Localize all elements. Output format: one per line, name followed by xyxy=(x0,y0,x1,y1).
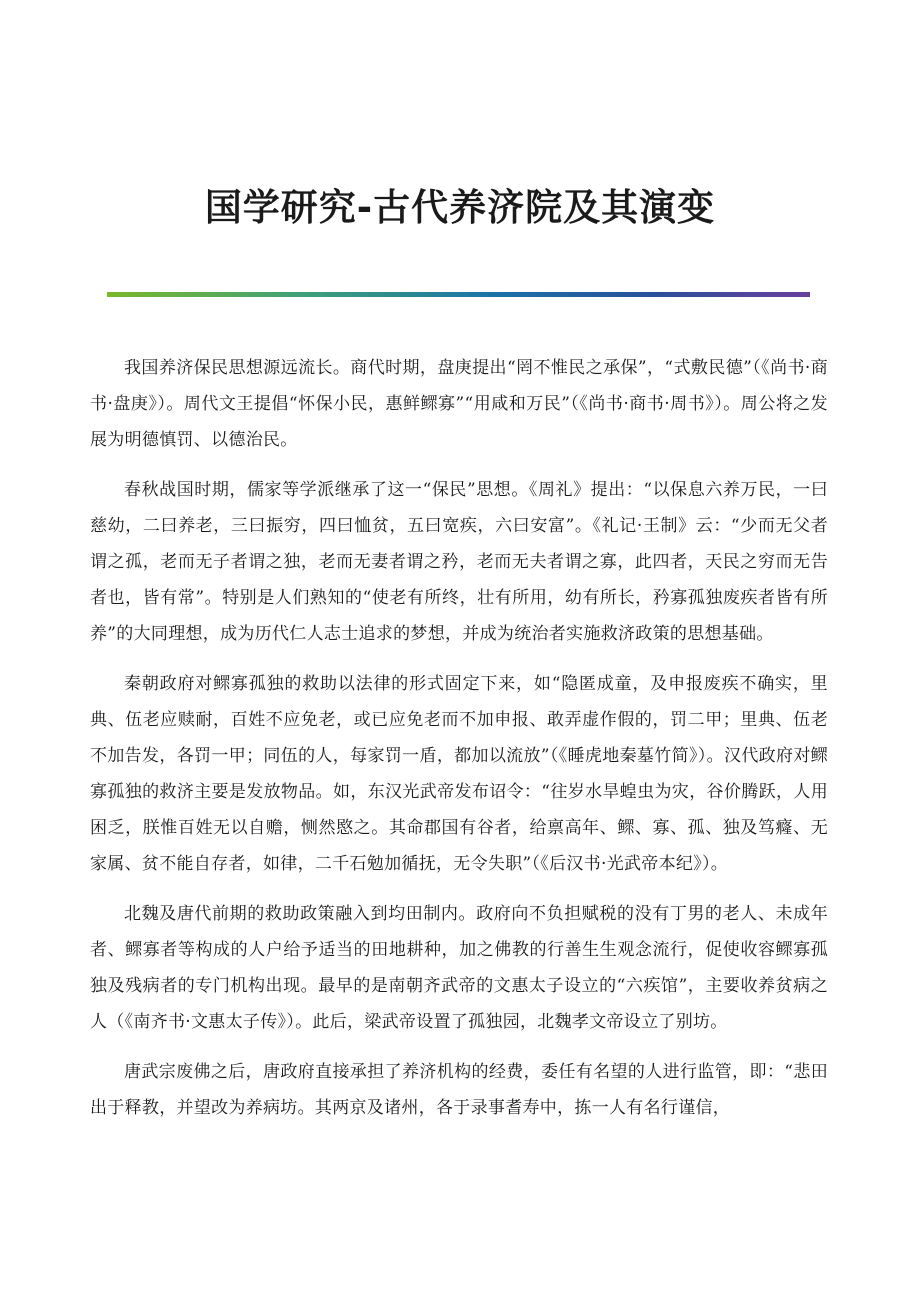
document-title: 国学研究-古代养济院及其演变 xyxy=(204,186,716,229)
paragraph: 春秋战国时期，儒家等学派继承了这一“保民”思想。《周礼》提出：“以保息六养万民，一曰慈幼，二曰养老，三曰振穷，四曰恤贫，五曰宽疾，六曰安富”。《礼记·王制》云：“少而无父者谓之孤，老而无子者谓之独，老而无妻者谓之矜，老而无夫者谓之寡，此四者，天民之穷而无告者也，皆有常”。特别是人们熟知的“使老有所终，壮有所用，幼有所长，矜寡孤独废疾者皆有所养”的大同理想，成为历代仁人志士追求的梦想，并成为统治者实施救济政策的思想基础。 xyxy=(90,480,828,644)
paragraph: 唐武宗废佛之后，唐政府直接承担了养济机构的经费，委任有名望的人进行监管，即：“悲田出于释教，并望改为养病坊。其两京及诸州，各于录事耆寿中，拣一人有名行谨信， xyxy=(90,1062,828,1118)
paragraph: 秦朝政府对鳏寡孤独的救助以法律的形式固定下来，如“隐匿成童，及申报废疾不确实，里典、伍老应赎耐，百姓不应免老，或已应免老而不加申报、敢弄虚作假的，罚二甲；里典、伍老不加告发，各罚一甲；同伍的人，每家罚一盾，都加以流放”（《睡虎地秦墓竹简》）。汉代政府对鳏寡孤独的救济主要是发放物品。如，东汉光武帝发布诏令：“往岁水旱蝗虫为灾，谷价腾跃，人用困乏，朕惟百姓无以自赡，恻然愍之。其命郡国有谷者，给禀高年、鳏、寡、孤、独及笃癃、无家属、贫不能自存者，如律，二千石勉加循抚，无令失职”（《后汉书·光武帝本纪》）。 xyxy=(90,674,828,874)
paragraph: 我国养济保民思想源远流长。商代时期，盘庚提出“罔不惟民之承保”，“式敷民德”（《尚书·商书·盘庚》）。周代文王提倡“怀保小民，惠鲜鳏寡”“用咸和万民”（《尚书·商书·周书》）。周公将之发展为明德慎罚、以德治民。 xyxy=(90,358,828,450)
document-body xyxy=(90,350,828,1140)
paragraph: 北魏及唐代前期的救助政策融入到均田制内。政府向不负担赋税的没有丁男的老人、未成年者、鳏寡者等构成的人户给予适当的田地耕种，加之佛教的行善生生观念流行，促使收容鳏寡孤独及残病者的专门机构出现。最早的是南朝齐武帝的文惠太子设立的“六疾馆”，主要收养贫病之人（《南齐书·文惠太子传》）。此后，梁武帝设置了孤独园，北魏孝文帝设立了别坊。 xyxy=(90,904,828,1032)
title-divider xyxy=(107,292,810,297)
